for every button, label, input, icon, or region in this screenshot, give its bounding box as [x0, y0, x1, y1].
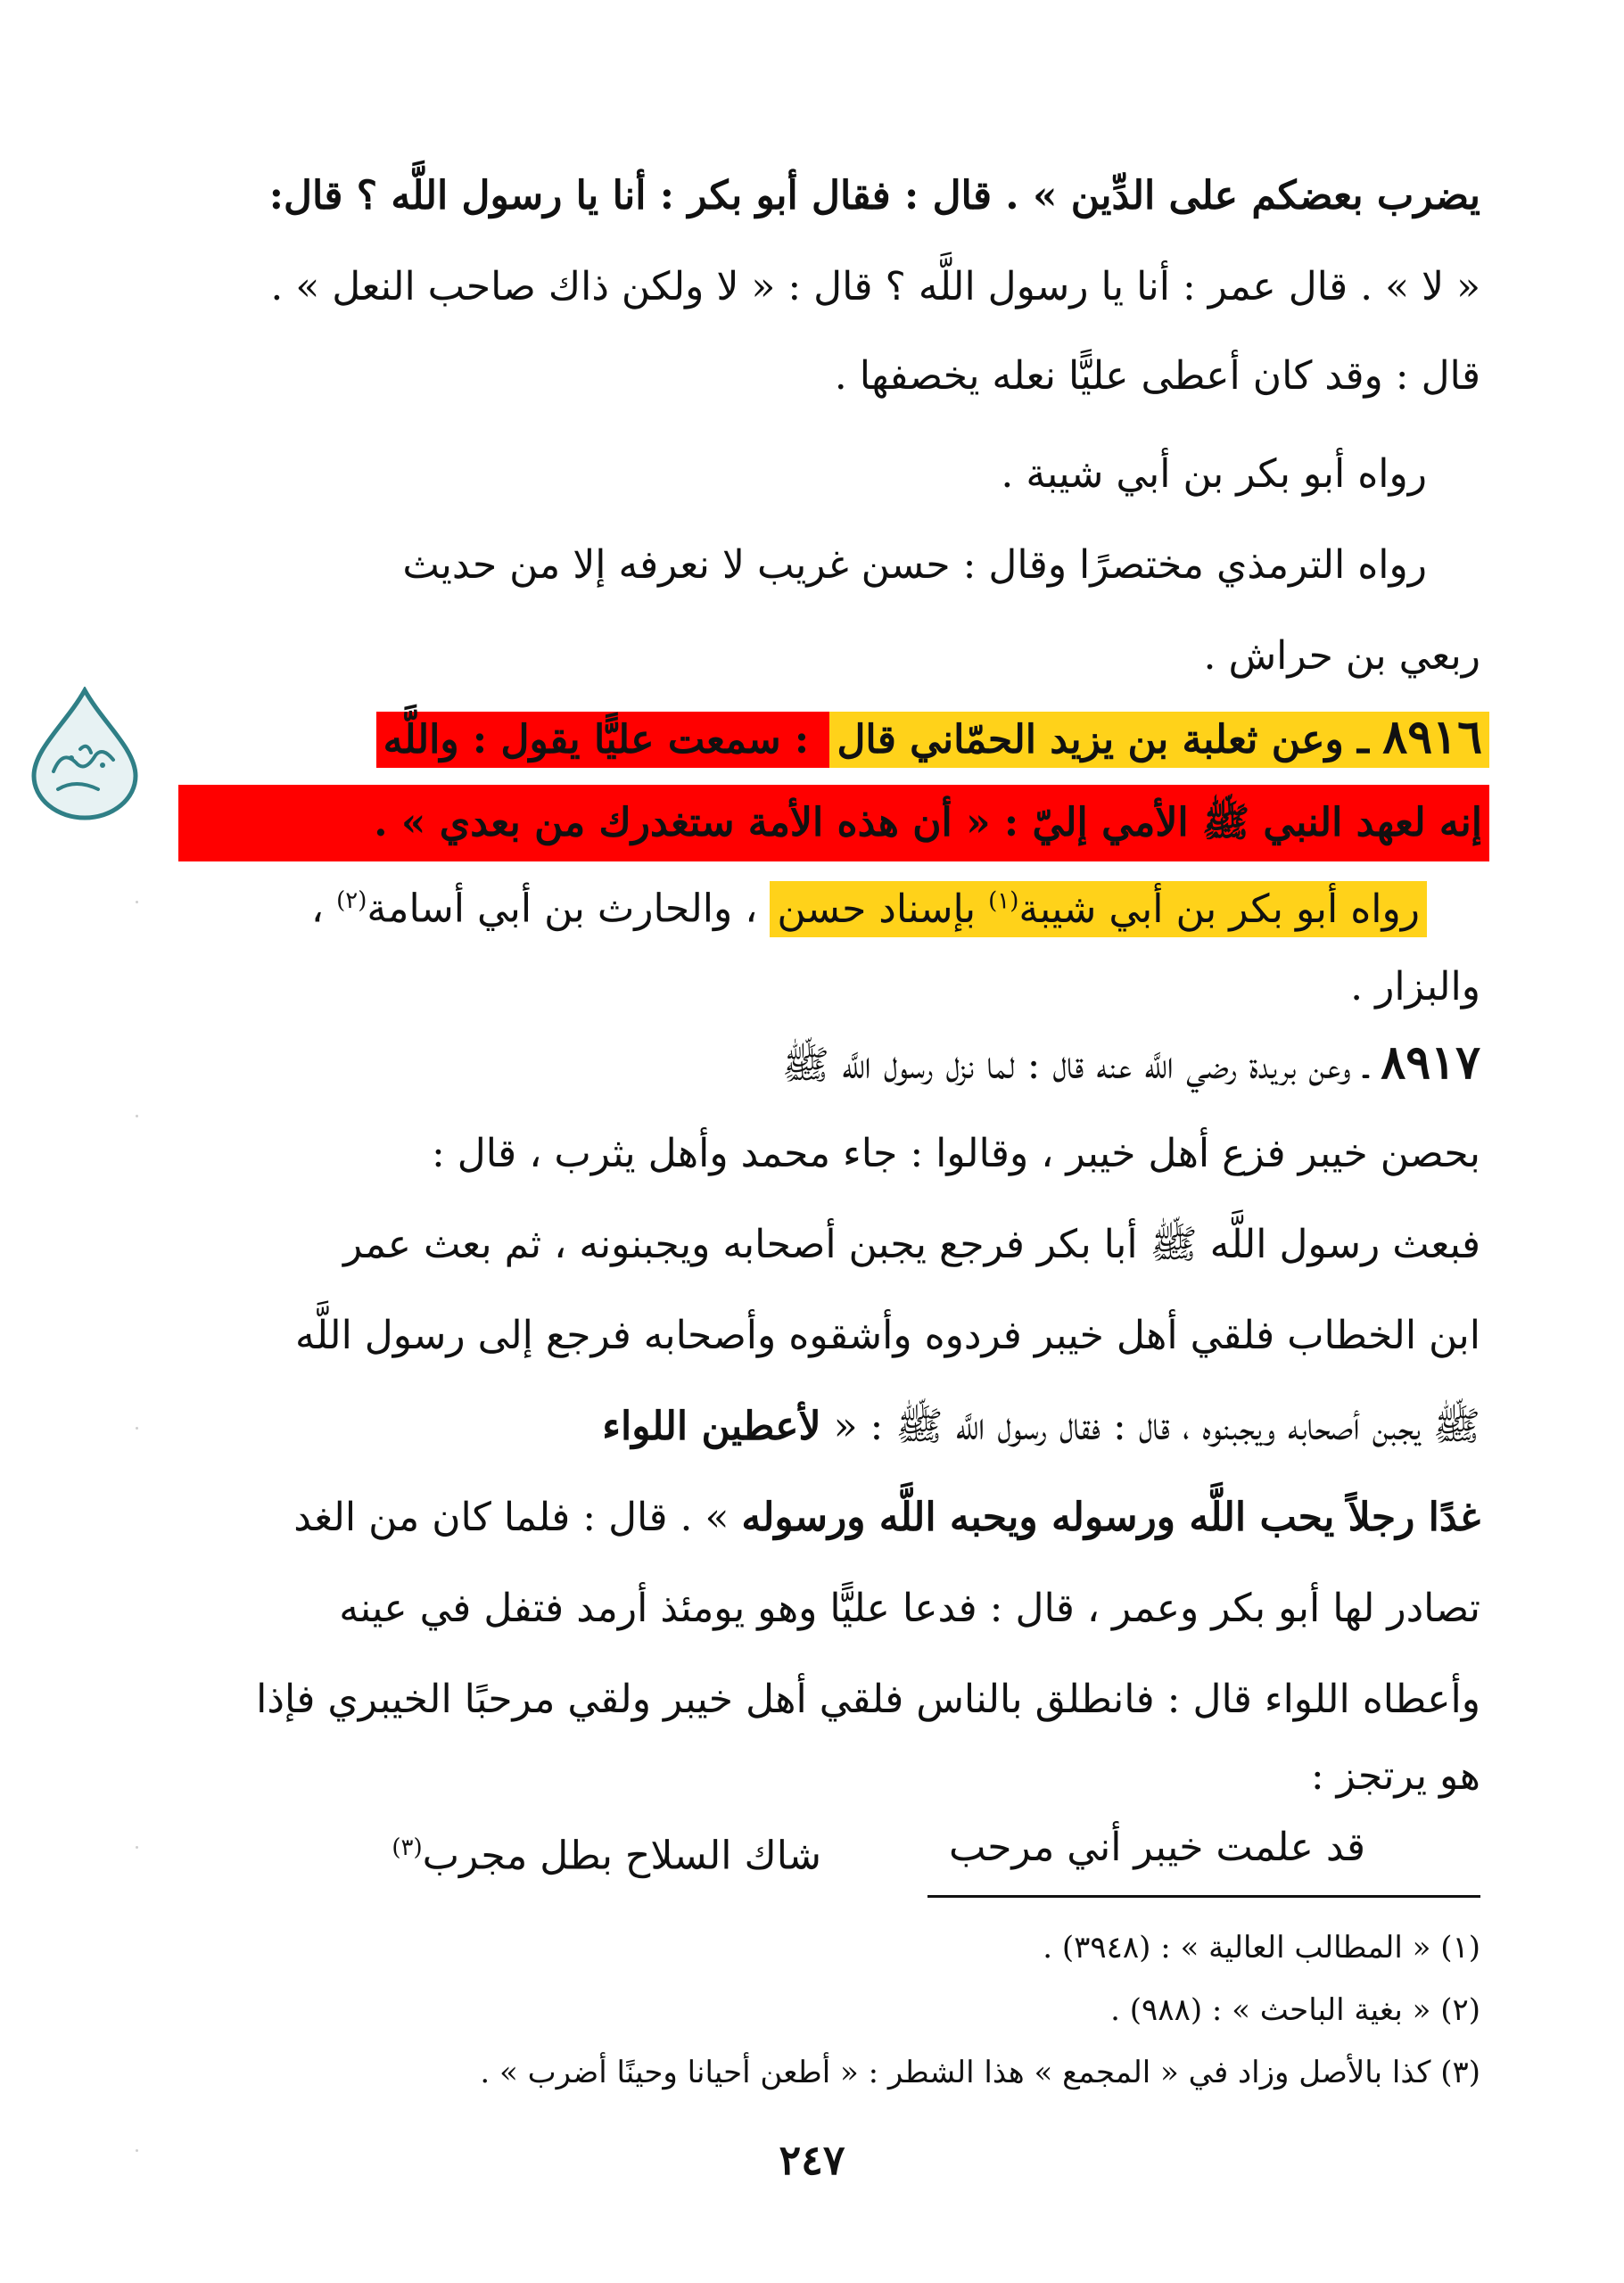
- text-line: [205, 348, 1480, 405]
- text-line: [205, 628, 1480, 685]
- text-segment: بإسناد حسن: [777, 886, 989, 932]
- text-line: [205, 1580, 1480, 1637]
- text-line-content: وأعطاه اللواء قال : فانطلق بالناس فلقي أهل خيبر ولقي مرحبًا الخيبري فإذا: [256, 1677, 1480, 1722]
- footnote-divider: [927, 1895, 1480, 1898]
- text-segment: » . قال : فلما كان من الغد: [293, 1495, 742, 1540]
- hadith-number: ٨٩١٧: [1381, 1035, 1480, 1090]
- text-line: [205, 168, 1480, 225]
- yellow-highlight: [829, 712, 1489, 768]
- margin-dot: [136, 1427, 138, 1430]
- text-segment: ، والحارث بن أبي أسامة: [367, 886, 771, 932]
- yellow-highlight: [770, 881, 1427, 937]
- text-line: [205, 959, 1480, 1016]
- text-segment: غدًا رجلاً يحب اللَّه ورسوله ويحبه اللَّه ورسوله: [741, 1495, 1480, 1540]
- text-line: [205, 865, 1427, 936]
- text-line: [205, 446, 1427, 503]
- red-highlight: إنه لعهد النبي ﷺ الأمي إليّ : « أن هذه الأمة ستغدرك من بعدي » .: [178, 785, 1489, 861]
- text-line-content: رواه الترمذي مختصرًا وقال : حسن غريب لا نعرفه إلا من حديث: [402, 542, 1427, 588]
- text-line-content: بحصن خيبر فزع أهل خيبر ، وقالوا : جاء محمد وأهل يثرب ، قال :: [431, 1131, 1480, 1176]
- highlighted-line: [178, 785, 1489, 851]
- footnote: (١) « المطالب العالية » : (٣٩٤٨) .: [1043, 1930, 1480, 1966]
- text-segment: لأعطين اللواء: [602, 1404, 821, 1449]
- footnote-ref: (١): [988, 887, 1019, 914]
- footnote-ref: (٢): [336, 887, 367, 914]
- text-segment: ـ وعن ثعلبة بن يزيد الحمّاني قال: [837, 717, 1383, 762]
- text-line-content: يضرب بعضكم على الدِّين » . قال : فقال أبو بكر : أنا يا رسول اللَّه ؟ قال:: [268, 173, 1480, 218]
- margin-dot: [136, 901, 138, 903]
- margin-dot: [136, 1846, 138, 1849]
- text-line: [205, 1671, 1480, 1728]
- text-line-content: والبزار .: [1350, 964, 1480, 1010]
- text-line: [205, 537, 1427, 594]
- text-line: [205, 1748, 1480, 1805]
- verse-text: شاك السلاح بطل مجرب: [422, 1833, 821, 1879]
- highlighted-line: [194, 700, 1489, 775]
- footnote-ref: (٣): [392, 1834, 423, 1861]
- verse-second-hemistich: [392, 1819, 821, 1885]
- footnote: (٢) « بغية الباحث » : (٩٨٨) .: [1110, 1992, 1480, 2028]
- text-segment: ﷺ يجبن أصحابه ويجبنوه ، قال : فقال رسول اللَّه ﷺ : «: [820, 1404, 1480, 1449]
- text-line-content: هو يرتجز :: [1310, 1753, 1480, 1799]
- red-highlight: : سمعت عليًّا يقول : واللَّه: [376, 712, 830, 768]
- text-line: [205, 1125, 1480, 1183]
- text-segment: ـ وعن بريدة رضي اللَّه عنه قال : لما نزل رسول اللَّه ﷺ: [781, 1043, 1381, 1088]
- text-line: [205, 1489, 1480, 1546]
- text-line: [205, 1216, 1480, 1273]
- text-line-content: فبعث رسول اللَّه ﷺ أبا بكر فرجع يجبن أصحابه ويجبنونه ، ثم بعث عمر: [343, 1222, 1480, 1267]
- text-line-content: رواه أبو بكر بن أبي شيبة .: [1001, 451, 1427, 497]
- teardrop-calligraphy-logo-icon: [27, 687, 143, 820]
- text-line-content: « لا » . قال عمر : أنا يا رسول اللَّه ؟ قال : « لا ولكن ذاك صاحب النعل » .: [270, 264, 1480, 309]
- text-line: [205, 1307, 1480, 1364]
- text-line-content: ابن الخطاب فلقي أهل خيبر فردوه وأشقوه وأصحابه فرجع إلى رسول اللَّه: [295, 1313, 1480, 1358]
- text-line-content: قال : وقد كان أعطى عليًّا نعله يخصفها .: [834, 353, 1480, 399]
- text-segment: ،: [310, 886, 337, 932]
- verse-first-hemistich: قد علمت خيبر أني مرحب: [949, 1825, 1365, 1870]
- text-line-content: تصادر لها أبو بكر وعمر ، قال : فدعا عليًّا وهو يومئذ أرمد فتفل في عينه: [339, 1586, 1480, 1631]
- text-segment: رواه أبو بكر بن أبي شيبة: [1018, 886, 1420, 932]
- margin-dot: [136, 1115, 138, 1117]
- text-line-content: ربعي بن حراش .: [1203, 633, 1480, 679]
- text-line: [205, 259, 1480, 316]
- footnote: (٣) كذا بالأصل وزاد في « المجمع » هذا الشطر : « أطعن أحيانا وحينًا أضرب » .: [480, 2055, 1480, 2090]
- text-line: [205, 1398, 1480, 1455]
- text-line: [205, 1034, 1480, 1092]
- hadith-number: ٨٩١٦: [1382, 710, 1482, 764]
- page-number: ٢٤٧: [779, 2136, 845, 2184]
